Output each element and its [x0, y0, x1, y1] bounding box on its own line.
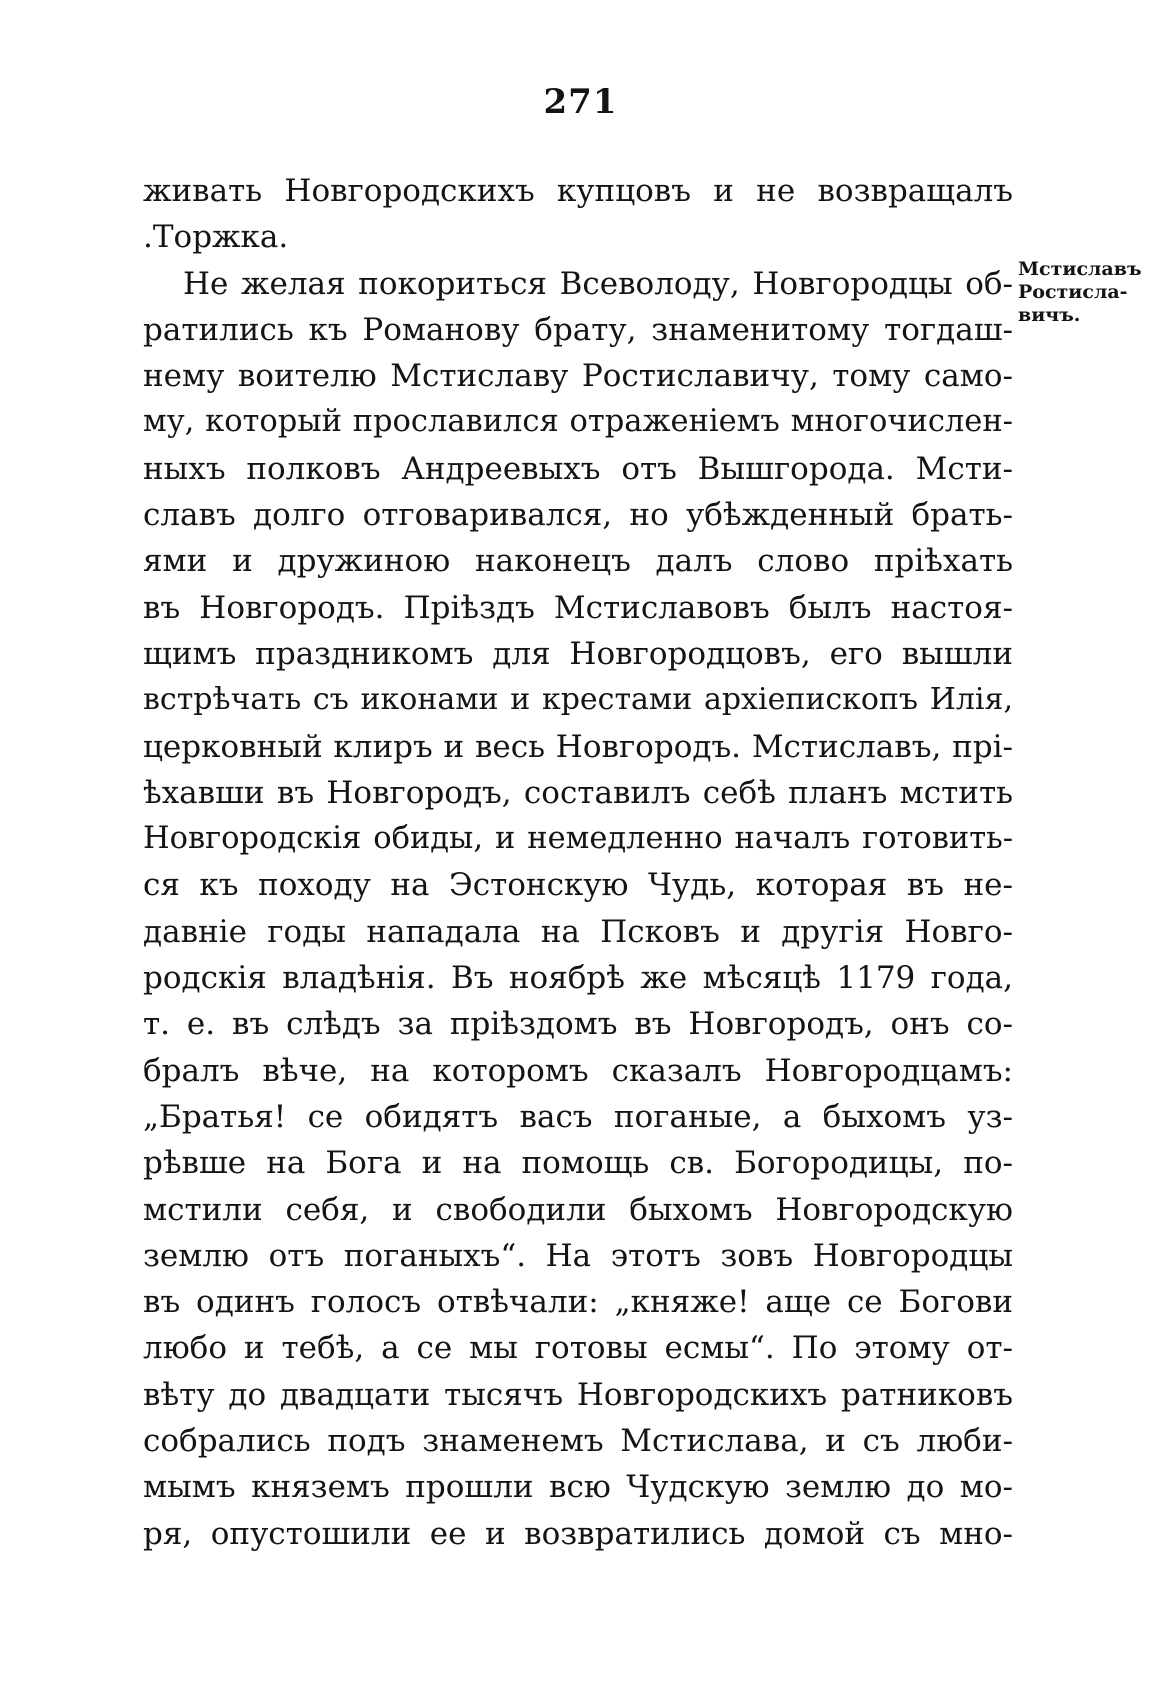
text-line: церковный клиръ и весь Новгородъ. Мстиславъ, прі- — [143, 728, 1013, 765]
text-line: ныхъ полковъ Андреевыхъ отъ Вышгорода. Мсти- — [143, 450, 1013, 487]
text-line: ся къ походу на Эстонскую Чудь, которая въ не- — [143, 867, 1013, 904]
text-line: ря, опустошили ее и возвратились домой съ мно- — [143, 1515, 1013, 1552]
text-line: щимъ праздникомъ для Новгородцовъ, его вышли — [143, 635, 1013, 672]
text-line: славъ долго отговаривался, но убѣжденный брать- — [143, 497, 1013, 534]
text-line: мстили себя, и свободили быхомъ Новгородскую — [143, 1191, 1013, 1228]
text-line: вѣту до двадцати тысячъ Новгородскихъ ратниковъ — [143, 1376, 1013, 1413]
text-line: встрѣчать съ иконами и крестами архіепископъ Илія, — [143, 682, 1013, 718]
margin-note-line: Мстиславъ — [1018, 258, 1142, 280]
text-line: ѣхавши въ Новгородъ, составилъ себѣ планъ мстить — [143, 774, 1013, 811]
text-line: давніе годы нападала на Псковъ и другія Новго- — [143, 913, 1013, 950]
margin-note-line: Ростисла- — [1018, 281, 1128, 303]
text-line: родскія владѣнія. Въ ноябрѣ же мѣсяцѣ 1179 года, — [143, 960, 1013, 997]
text-line: „Братья! се обидятъ васъ поганые, а быхомъ уз- — [143, 1098, 1013, 1135]
margin-note-line: вичъ. — [1018, 304, 1081, 326]
text-line: .Торжка. — [143, 219, 289, 256]
margin-note — [1018, 258, 1158, 327]
text-line: живать Новгородскихъ купцовъ и не возвращалъ — [143, 173, 1013, 209]
text-line: собрались подъ знаменемъ Мстислава, и съ люби- — [143, 1423, 1013, 1460]
text-line: му, который прославился отраженіемъ многочислен- — [143, 404, 1013, 440]
text-line: мымъ княземъ прошли всю Чудскую землю до мо- — [143, 1469, 1013, 1506]
text-line: землю отъ поганыхъ“. На этотъ зовъ Новгородцы — [143, 1237, 1013, 1274]
text-line: любо и тебѣ, а се мы готовы есмы“. По этому от- — [143, 1330, 1013, 1367]
text-line: ратились къ Романову брату, знаменитому тогдаш- — [143, 311, 1013, 348]
paragraph-start-line: Не желая покориться Всеволоду, Новгородцы об- — [183, 265, 1013, 302]
text-line: т. е. въ слѣдъ за пріѣздомъ въ Новгородъ, онъ со- — [143, 1006, 1013, 1043]
text-line: нему воителю Мстиславу Ростиславичу, тому само- — [143, 358, 1013, 395]
text-line: въ Новгородъ. Пріѣздъ Мстиславовъ былъ настоя- — [143, 589, 1013, 626]
text-line: Новгородскія обиды, и немедленно началъ готовить- — [143, 821, 1013, 857]
text-line: въ одинъ голосъ отвѣчали: „княже! аще се Богови — [143, 1284, 1013, 1321]
page-number: 271 — [543, 82, 618, 122]
text-body — [143, 168, 1013, 1557]
text-line: бралъ вѣче, на которомъ сказалъ Новгородцамъ: — [143, 1052, 1013, 1089]
text-line: ями и дружиною наконецъ далъ слово пріѣхать — [143, 543, 1013, 580]
text-line: рѣвше на Бога и на помощь св. Богородицы, по- — [143, 1145, 1013, 1182]
